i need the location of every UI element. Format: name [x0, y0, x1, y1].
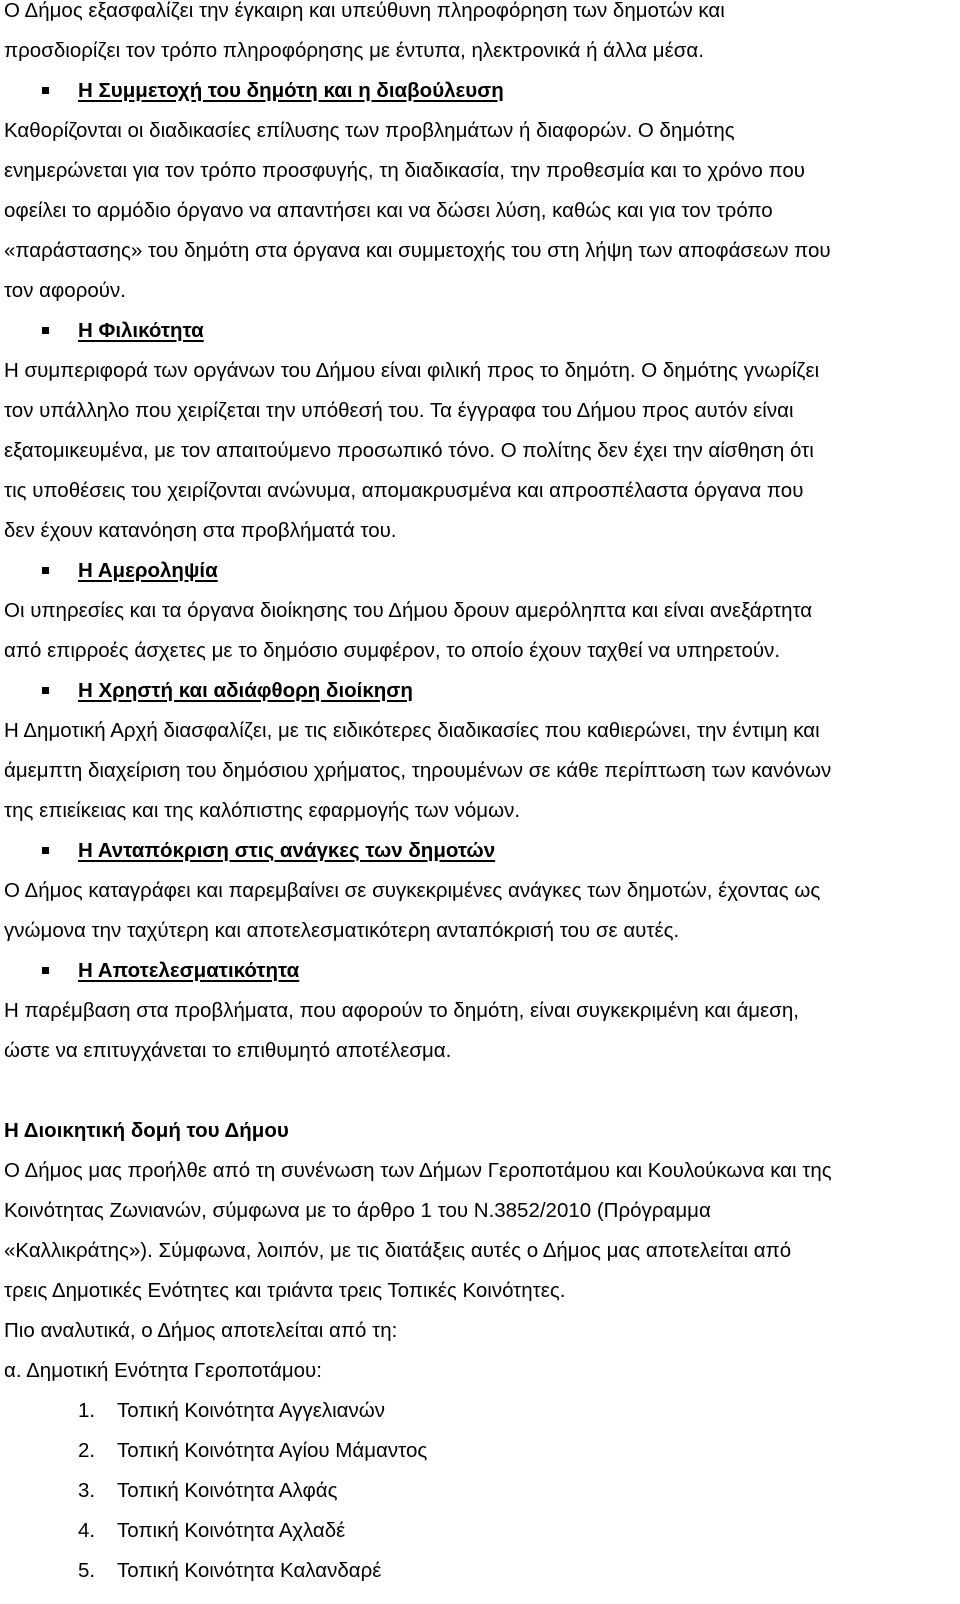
paragraph-line: γνώμονα την ταχύτερη και αποτελεσματικότερη ανταπόκρισή του σε αυτές. [4, 919, 680, 942]
paragraph-line: Ο Δήμος καταγράφει και παρεμβαίνει σε συγκεκριμένες ανάγκες των δημοτών, έχοντας ως [4, 879, 821, 902]
section-heading-participation [0, 71, 960, 111]
paragraph-line: Η συμπεριφορά των οργάνων του Δήμου είναι φιλική προς το δημότη. Ο δημότης γνωρίζει [4, 359, 820, 382]
paragraph-line: τον υπάλληλο που χειρίζεται την υπόθεσή του. Τα έγγραφα του Δήμου προς αυτόν είναι [4, 399, 794, 422]
list-item-number: 4. [78, 1519, 96, 1542]
paragraph-line: Η Δημοτική Αρχή διασφαλίζει, με τις ειδικότερες διαδικασίες που καθιερώνει, την έντιμη και [4, 719, 820, 742]
paragraph-line: ώστε να επιτυγχάνεται το επιθυμητό αποτέλεσμα. [4, 1039, 452, 1062]
paragraph-line: Κοινότητας Ζωνιανών, σύμφωνα με το άρθρο 1 του Ν.3852/2010 (Πρόγραμμα [4, 1199, 711, 1222]
section-heading-impartiality [0, 551, 960, 591]
paragraph-line: της επιείκειας και της καλόπιστης εφαρμογής των νόμων. [4, 799, 521, 822]
list-item-text: Τοπική Κοινότητα Αγίου Μάμαντος [117, 1439, 428, 1462]
bullet-icon [42, 567, 49, 574]
bullet-icon [42, 87, 49, 94]
paragraph-line: από επιρροές άσχετες με το δημόσιο συμφέρον, το οποίο έχουν ταχθεί να υπηρετούν. [4, 639, 781, 662]
list-item-number: 1. [78, 1399, 96, 1422]
bullet-icon [42, 687, 49, 694]
paragraph-line: τις υποθέσεις του χειρίζονται ανώνυμα, απομακρυσμένα και απροσπέλαστα όργανα που [4, 479, 804, 502]
admin-structure-title: Η Διοικητική δομή του Δήμου [4, 1119, 289, 1142]
list-item-number: 2. [78, 1439, 96, 1462]
section-heading-integrity [0, 671, 960, 711]
paragraph-line: Οι υπηρεσίες και τα όργανα διοίκησης του Δήμου δρουν αμερόληπτα και είναι ανεξάρτητα [4, 599, 813, 622]
bullet-icon [42, 847, 49, 854]
section-heading-text: Η Συμμετοχή του δημότη και η διαβούλευση [78, 79, 504, 102]
list-item-text: Τοπική Κοινότητα Αγγελιανών [117, 1399, 385, 1422]
paragraph-line: τρεις Δημοτικές Ενότητες και τριάντα τρεις Τοπικές Κοινότητες. [4, 1279, 566, 1302]
bullet-icon [42, 327, 49, 334]
list-item-text: Τοπική Κοινότητα Αχλαδέ [117, 1519, 346, 1542]
section-heading-text: Η Αμεροληψία [78, 559, 218, 582]
section-heading-text: Η Αποτελεσματικότητα [78, 959, 300, 982]
subsection-label: α. Δημοτική Ενότητα Γεροποτάμου: [4, 1359, 322, 1382]
paragraph-line: Πιο αναλυτικά, ο Δήμος αποτελείται από τη: [4, 1319, 398, 1342]
paragraph-line: Η παρέμβαση στα προβλήματα, που αφορούν το δημότη, είναι συγκεκριμένη και άμεση, [4, 999, 799, 1022]
list-item-text: Τοπική Κοινότητα Καλανδαρέ [117, 1559, 382, 1582]
paragraph-line: «Καλλικράτης»). Σύμφωνα, λοιπόν, με τις διατάξεις αυτές ο Δήμος μας αποτελείται από [4, 1239, 792, 1262]
paragraph-line: δεν έχουν κατανόηση στα προβλήματά του. [4, 519, 397, 542]
intro-line: προσδιορίζει τον τρόπο πληροφόρησης με έντυπα, ηλεκτρονικά ή άλλα μέσα. [4, 39, 704, 62]
list-item-number: 5. [78, 1559, 96, 1582]
section-heading-effectiveness [0, 951, 960, 991]
paragraph-line: Ο Δήμος μας προήλθε από τη συνένωση των Δήμων Γεροποτάμου και Κουλούκωνα και της [4, 1159, 832, 1182]
paragraph-line: εξατομικευμένα, με τον απαιτούμενο προσωπικό τόνο. Ο πολίτης δεν έχει την αίσθηση ότι [4, 439, 814, 462]
list-item-number: 3. [78, 1479, 96, 1502]
paragraph-line: Καθορίζονται οι διαδικασίες επίλυσης των προβλημάτων ή διαφορών. Ο δημότης [4, 119, 735, 142]
section-heading-friendliness [0, 311, 960, 351]
paragraph-line: ενημερώνεται για τον τρόπο προσφυγής, τη διαδικασία, την προθεσμία και το χρόνο που [4, 159, 805, 182]
section-heading-responsiveness [0, 831, 960, 871]
paragraph-line: άμεμπτη διαχείριση του δημόσιου χρήματος, τηρουμένων σε κάθε περίπτωση των κανόνων [4, 759, 832, 782]
paragraph-line: οφείλει το αρμόδιο όργανο να απαντήσει και να δώσει λύση, καθώς και για τον τρόπο [4, 199, 773, 222]
list-item-text: Τοπική Κοινότητα Αλφάς [117, 1479, 338, 1502]
section-heading-text: Η Φιλικότητα [78, 319, 204, 342]
bullet-icon [42, 967, 49, 974]
section-heading-text: Η Χρηστή και αδιάφθορη διοίκηση [78, 679, 413, 702]
paragraph-line: «παράστασης» του δημότη στα όργανα και συμμετοχής του στη λήψη των αποφάσεων που [4, 239, 831, 262]
intro-line: Ο Δήμος εξασφαλίζει την έγκαιρη και υπεύθυνη πληροφόρηση των δημοτών και [4, 0, 725, 22]
paragraph-line: τον αφορούν. [4, 279, 126, 302]
section-heading-text: Η Ανταπόκριση στις ανάγκες των δημοτών [78, 839, 496, 862]
